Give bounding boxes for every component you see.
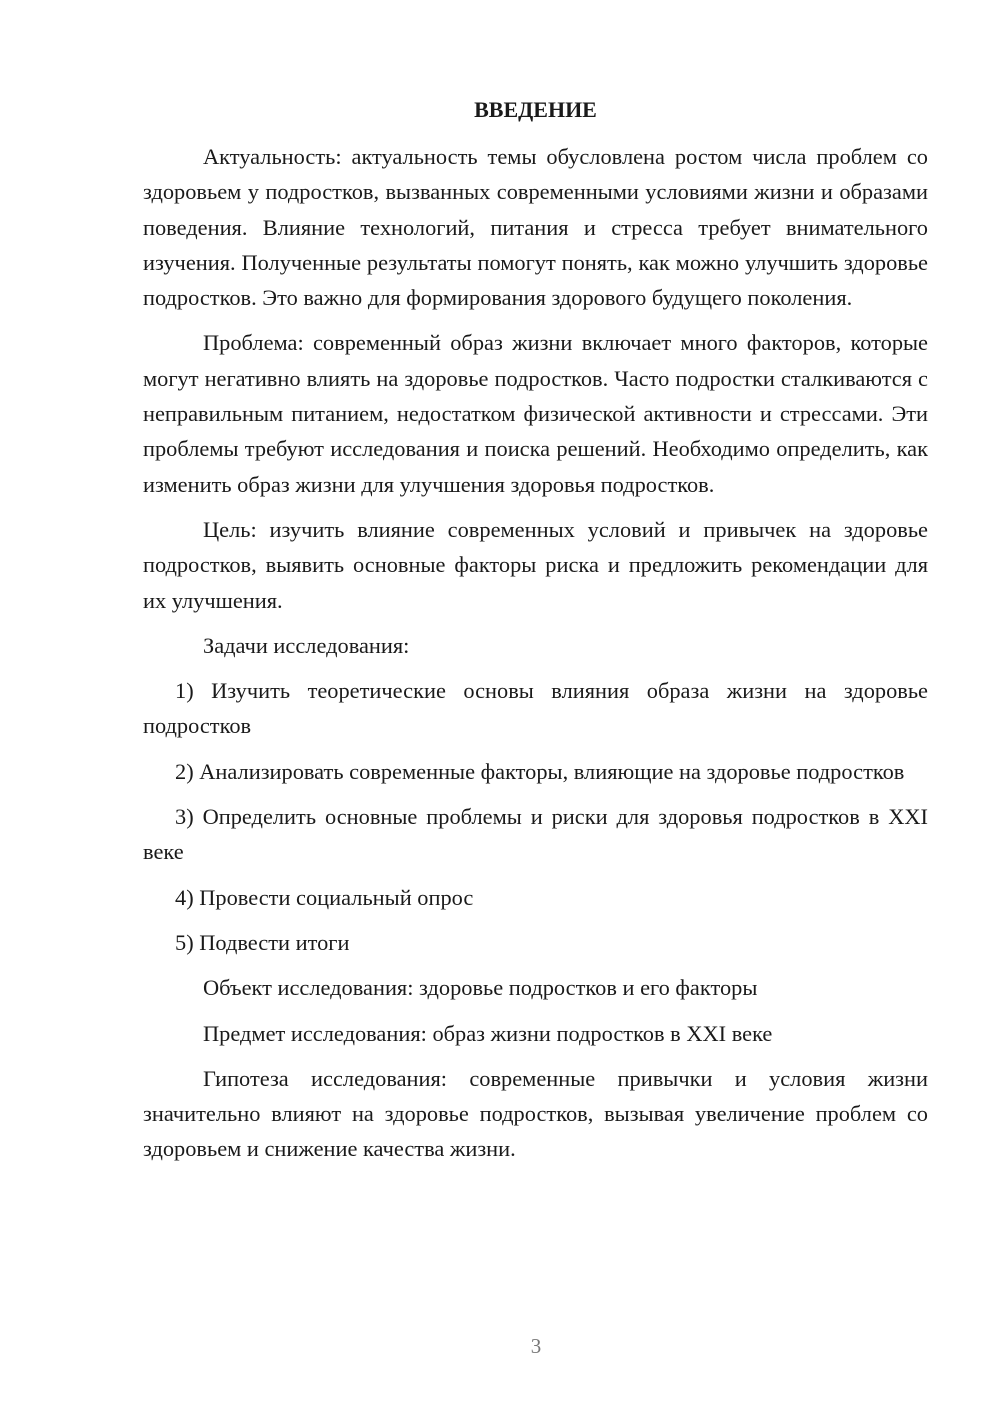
task-item-4: 4) Провести социальный опрос [175,884,474,910]
section-title: ВВЕДЕНИЕ [474,97,597,122]
task-item-3: 3) Определить основные проблемы и риски для здоровья подростков в XXI веке [143,804,928,865]
object-paragraph: Объект исследования: здоровье подростков и его факторы [203,975,758,1001]
tasks-heading: Задачи исследования: [203,632,410,658]
hypothesis-paragraph: Гипотеза исследования: современные привычки и условия жизни значительно влияют на здоровье подростков, вызывая увеличение проблем со здоровьем и снижение качества жизни. [143,1065,928,1162]
relevance-paragraph: Актуальность: актуальность темы обусловлена ростом числа проблем со здоровьем у подростков, вызванных современными условиями жизни и образами поведения. Влияние технологий, питания и стресса требует внимательного изучения. Полученные результаты помогут понять, как можно улучшить здоровье подростков. Это важно для формирования здорового будущего поколения. [143,144,928,311]
problem-paragraph: Проблема: современный образ жизни включает много факторов, которые могут негативно влиять на здоровье подростков. Часто подростки сталкиваются с неправильным питанием, недостатком физической активности и стрессами. Эти проблемы требуют исследования и поиска решений. Необходимо определить, как изменить образ жизни для улучшения здоровья подростков. [143,330,928,497]
page-number: 3 [530,1334,542,1358]
document-page [143,92,928,1167]
goal-paragraph: Цель: изучить влияние современных условий и привычек на здоровье подростков, выявить основные факторы риска и предложить рекомендации для их улучшения. [143,516,928,613]
subject-paragraph: Предмет исследования: образ жизни подростков в XXI веке [203,1020,773,1046]
task-item-2: 2) Анализировать современные факторы, влияющие на здоровье подростков [175,758,905,784]
task-item-5: 5) Подвести итоги [175,929,350,955]
task-item-1: 1) Изучить теоретические основы влияния образа жизни на здоровье подростков [143,678,928,739]
